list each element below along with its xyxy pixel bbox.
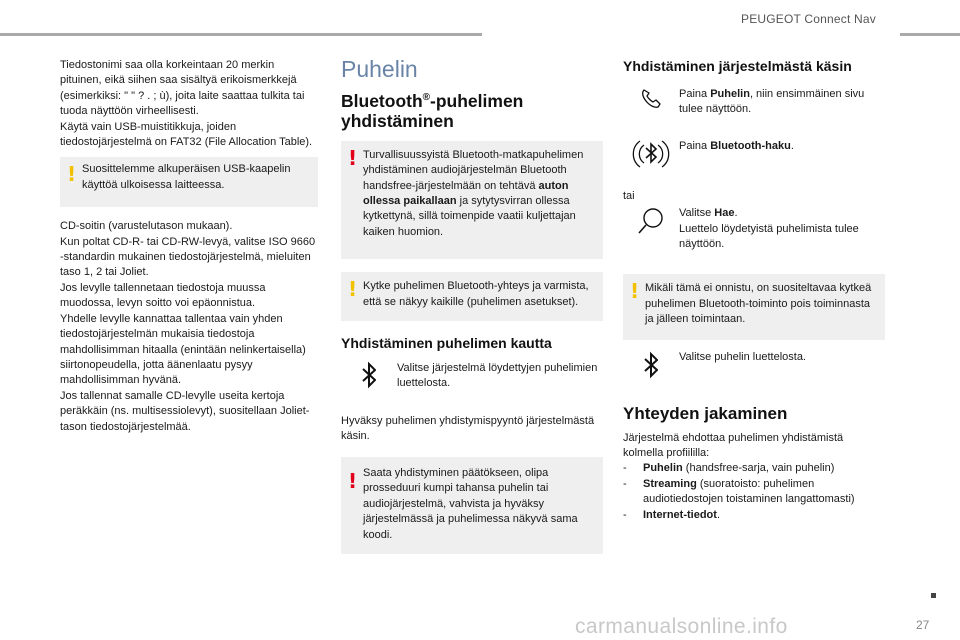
- list-item: - Streaming (suoratoisto: puhelimen audiotiedostojen toistaminen langattomasti): [623, 477, 855, 506]
- profile-list: [623, 461, 885, 523]
- press-phone-step: [623, 87, 885, 131]
- multisession-paragraph: Jos tallennat samalle CD-levylle useita kertoja peräkkäin (ns. multisessiolevyt), suositellaan Joliet-tason tiedostojärjestelmää.: [60, 389, 310, 433]
- column-left: [60, 58, 318, 435]
- press-phone-text: Paina Puhelin, niin ensimmäinen sivu tulee näyttöön.: [679, 88, 865, 116]
- cd-burn-paragraph: Kun poltat CD-R- tai CD-RW-levyä, valitse ISO 9660 -standardin mukainen tiedostojärjestelmä, mieluiten taso 1, 2 tai Joliet.: [60, 235, 316, 279]
- magnifier-icon: [623, 206, 679, 262]
- column-right: [623, 56, 885, 523]
- filename-rule-paragraph: Tiedostonimi saa olla korkeintaan 20 merkin pituinen, eikä siihen saa sisältyä erikoismerkkejä (esimerkiksi: " " ? . ; ù), joita laite saattaa tulkita tai tuoda näyttöön virheellisesti.: [60, 59, 305, 118]
- watermark: carmanualsonline.info: [575, 615, 788, 638]
- bluetooth-icon: [341, 361, 397, 405]
- select-system-step: [341, 361, 603, 405]
- select-search-text: Valitse Hae. Luettelo löydetyistä puhelimista tulee näyttöön.: [679, 207, 859, 251]
- safety-warning-text: Turvallisuussyistä Bluetooth-matkapuhelimen yhdistäminen audiojärjestelmän Bluetooth handsfree-järjestelmään on tehtävä auton ollessa paikallaan ja sytytysvirran ollessa kytkettynä, sillä toimenpide vaatii kuljettajan kaiken huomion.: [363, 148, 584, 238]
- cd-format-paragraph: Jos levylle tallennetaan tiedostoja muussa muodossa, levyn soitto voi epäonnistua.: [60, 281, 266, 310]
- select-phone-step: [623, 350, 885, 394]
- top-rule-right: [900, 33, 960, 36]
- info-exclamation-icon: !: [630, 279, 640, 304]
- retry-note-text: Mikäli tämä ei onnistu, on suositeltavaa kytkeä puhelimen Bluetooth-toiminto pois toiminnasta ja jälleen toimintaan.: [645, 282, 872, 326]
- pair-from-system-heading: Yhdistäminen järjestelmästä käsin: [623, 58, 852, 74]
- press-bt-search-step: [623, 133, 885, 183]
- retry-note-box: [623, 274, 885, 339]
- usb-cable-note-text: Suosittelemme alkuperäisen USB-kaapelin käyttöä ulkoisessa laitteessa.: [82, 163, 291, 191]
- usb-fat32-paragraph: Käytä vain USB-muistitikkuja, joiden tiedostojärjestelmä on FAT32 (File Allocation Table).: [60, 120, 313, 149]
- brand-header: PEUGEOT Connect Nav: [741, 12, 876, 26]
- warning-exclamation-icon: !: [348, 468, 358, 493]
- select-system-text: Valitse järjestelmä löydettyjen puhelimien luettelosta.: [397, 362, 598, 390]
- bluetooth-search-icon: [623, 133, 679, 183]
- phone-handset-icon: [623, 87, 679, 131]
- pair-from-phone-heading: Yhdistäminen puhelimen kautta: [341, 335, 552, 352]
- top-rule-left: [0, 33, 482, 36]
- list-item: - Puhelin (handsfree-sarja, vain puhelin): [623, 462, 835, 475]
- sharing-intro: Järjestelmä ehdottaa puhelimen yhdistämistä kolmella profiililla:: [623, 431, 844, 460]
- column-middle: [341, 56, 603, 554]
- list-item: - Internet-tiedot.: [623, 508, 721, 521]
- cd-speed-paragraph: Yhdelle levylle kannattaa tallentaa vain yhden tiedostojärjestelmän mukaisia tiedostoja mahdollisimman hitaalla (enintään nelinkertaisella) siirtonopeudella, jotta äänenlaatu pysyy mahdollisimman hyvänä.: [60, 312, 306, 387]
- safety-warning-box: [341, 141, 603, 259]
- accept-request-paragraph: Hyväksy puhelimen yhdistymispyyntö järjestelmästä käsin.: [341, 415, 595, 443]
- page-number: 27: [916, 618, 930, 632]
- visibility-note-text: Kytke puhelimen Bluetooth-yhteys ja varmista, että se näkyy kaikille (puhelimen asetukset).: [363, 280, 589, 308]
- section-title: Puhelin: [341, 56, 418, 82]
- press-bt-search-text: Paina Bluetooth-haku.: [679, 140, 794, 152]
- connection-sharing-heading: Yhteyden jakaminen: [623, 403, 788, 423]
- select-search-step: [623, 206, 885, 262]
- page-marker: [931, 593, 936, 598]
- or-label: tai: [623, 190, 635, 202]
- warning-exclamation-icon: !: [348, 145, 358, 170]
- code-warning-text: Saata yhdistyminen päätökseen, olipa prosseduuri kumpi tahansa puhelin tai audiojärjestelmä, vahvista ja hyväksy järjestelmässä ja puhelimessa näkyvä sama koodi.: [363, 466, 578, 541]
- bluetooth-pairing-heading: Bluetooth®-puhelimen yhdistäminen: [341, 90, 524, 131]
- select-phone-text: Valitse puhelin luettelosta.: [679, 350, 806, 363]
- code-warning-box: [341, 457, 603, 554]
- usb-cable-note: [60, 157, 318, 207]
- info-exclamation-icon: !: [348, 277, 358, 302]
- visibility-note-box: [341, 272, 603, 321]
- bluetooth-icon: [623, 350, 679, 394]
- cd-player-paragraph: CD-soitin (varustelutason mukaan).: [60, 220, 233, 233]
- info-exclamation-icon: !: [67, 162, 77, 187]
